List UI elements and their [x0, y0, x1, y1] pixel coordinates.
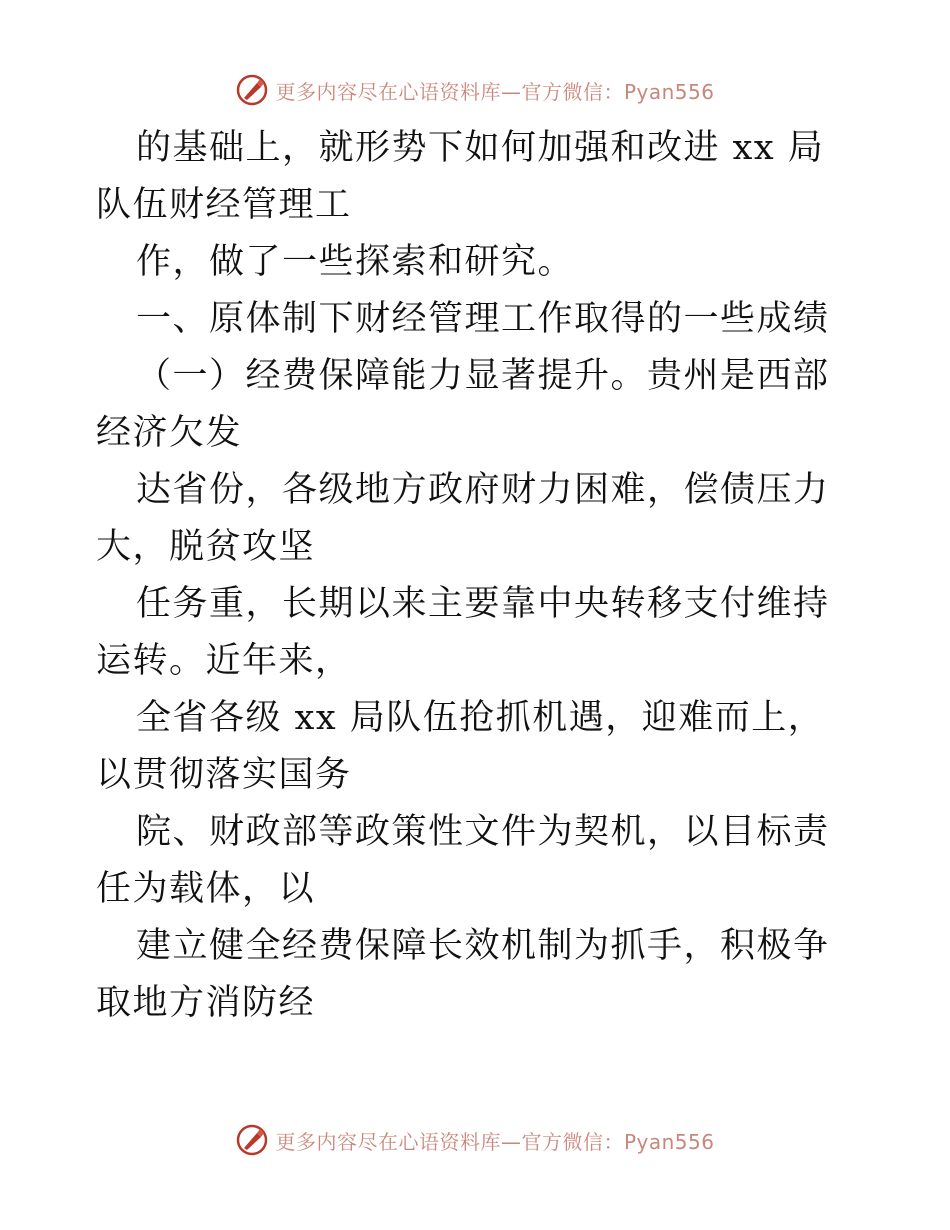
paragraph-2: 作，做了一些探索和研究。: [136, 242, 575, 282]
paragraph-7: 全省各级 xx 局队伍抢抓机遇，迎难而上，以贯彻落实国务: [96, 698, 825, 795]
header-watermark-banner: [0, 70, 950, 110]
footer-watermark-banner: [0, 1120, 950, 1160]
header-banner-text: 更多内容尽在心语资料库—官方微信：Pyan556: [275, 79, 715, 104]
paragraph-8: 院、财政部等政策性文件为契机，以目标责任为载体，以: [96, 812, 830, 909]
paragraph-1: 的基础上，就形势下如何加强和改进 xx 局队伍财经管理工: [96, 128, 825, 225]
paragraph-4: （一）经费保障能力显著提升。贵州是西部经济欠发: [96, 356, 830, 453]
paragraph-9: 建立健全经费保障长效机制为抓手，积极争取地方消防经: [96, 926, 830, 1023]
footer-banner-text: 更多内容尽在心语资料库—官方微信：Pyan556: [275, 1129, 715, 1154]
paragraph-6: 任务重，长期以来主要靠中央转移支付维持运转。近年来，: [96, 584, 830, 681]
pen-nib-logo-icon: [235, 1123, 269, 1157]
paragraph-5: 达省份，各级地方政府财力困难，偿债压力大，脱贫攻坚: [96, 470, 830, 567]
document-body: [96, 120, 856, 1032]
section-heading: 一、原体制下财经管理工作取得的一些成绩: [136, 299, 830, 339]
pen-nib-logo-icon: [235, 73, 269, 107]
